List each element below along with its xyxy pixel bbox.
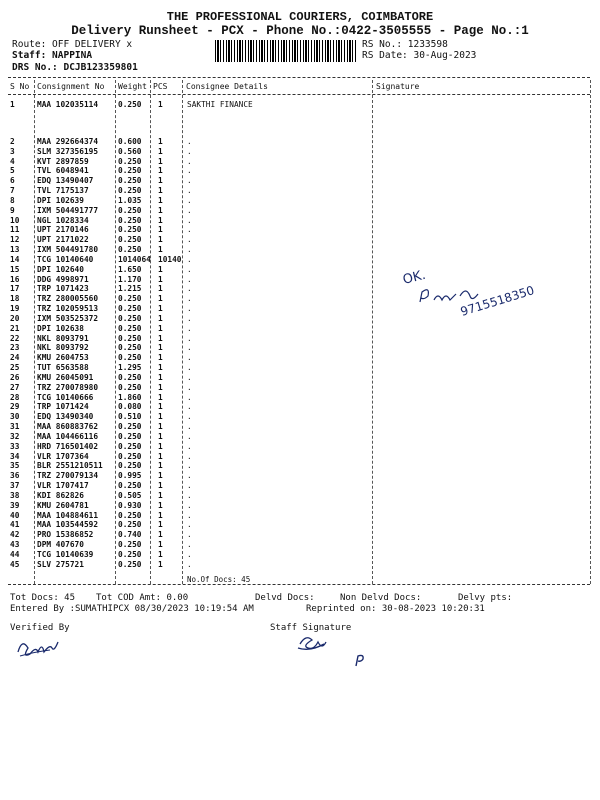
row-consignment-no: KVT 2897859 bbox=[37, 156, 89, 166]
row-consignee: . bbox=[187, 195, 192, 205]
row-pcs: 1 bbox=[158, 225, 163, 235]
row-sno: 4 bbox=[10, 156, 15, 166]
row-sno: 23 bbox=[10, 343, 20, 353]
route-label: Route: OFF DELIVERY x bbox=[12, 39, 133, 50]
row-weight: 1.860 bbox=[118, 392, 142, 402]
row-sno: 31 bbox=[10, 422, 20, 432]
row-weight: 0.250 bbox=[118, 333, 142, 343]
handwritten-mark bbox=[352, 652, 368, 668]
table-top-rule bbox=[8, 77, 590, 78]
row-consignment-no: TCG 10140639 bbox=[37, 549, 94, 559]
col-divider bbox=[115, 80, 116, 584]
row-weight: 1.215 bbox=[118, 284, 142, 294]
row-consignment-no: DPI 102639 bbox=[37, 195, 84, 205]
row-consignment-no: KMU 2604753 bbox=[37, 353, 89, 363]
row-consignment-no: KMU 26045091 bbox=[37, 372, 94, 382]
row-consignment-no: BLR 2551210511 bbox=[37, 461, 103, 471]
row-consignee: . bbox=[187, 471, 192, 481]
row-weight: 0.250 bbox=[118, 235, 142, 245]
row-sno: 38 bbox=[10, 490, 20, 500]
row-consignment-no: NKL 8093791 bbox=[37, 333, 89, 343]
row-pcs: 1 bbox=[158, 146, 163, 156]
row-weight: 0.250 bbox=[118, 186, 142, 196]
row-weight: 0.505 bbox=[118, 490, 142, 500]
row-sno: 12 bbox=[10, 235, 20, 245]
row-consignment-no: TRP 1071423 bbox=[37, 284, 89, 294]
row-sno: 43 bbox=[10, 540, 20, 550]
row-sno: 10 bbox=[10, 215, 20, 225]
company-title: THE PROFESSIONAL COURIERS, COIMBATORE bbox=[166, 10, 434, 24]
col-divider bbox=[150, 80, 151, 584]
row-pcs: 1 bbox=[158, 431, 163, 441]
row-sno: 26 bbox=[10, 372, 20, 382]
row-pcs: 10140 bbox=[158, 254, 182, 264]
row-consignment-no: UPT 2171022 bbox=[37, 235, 89, 245]
non-delvd-docs: Non Delvd Docs: bbox=[340, 593, 422, 603]
row-pcs: 1 bbox=[158, 500, 163, 510]
tot-docs: Tot Docs: 45 bbox=[10, 593, 76, 603]
row-consignment-no: DPM 407670 bbox=[37, 540, 84, 550]
row-pcs: 1 bbox=[158, 363, 163, 373]
row-consignee: . bbox=[187, 431, 192, 441]
row-pcs: 1 bbox=[158, 382, 163, 392]
row-consignee: . bbox=[187, 235, 192, 245]
row-sno: 30 bbox=[10, 412, 20, 422]
row-weight: 0.250 bbox=[118, 353, 142, 363]
row-pcs: 1 bbox=[158, 481, 163, 491]
row-consignment-no: TCG 10140666 bbox=[37, 392, 94, 402]
row-consignment-no: MAA 104466116 bbox=[37, 431, 99, 441]
row-pcs: 1 bbox=[158, 441, 163, 451]
col-header-pcs: PCS bbox=[153, 82, 168, 91]
row-sno: 32 bbox=[10, 431, 20, 441]
row-pcs: 1 bbox=[158, 205, 163, 215]
row-weight: 0.250 bbox=[118, 520, 142, 530]
row-sno: 5 bbox=[10, 166, 15, 176]
row-sno: 25 bbox=[10, 363, 20, 373]
row-consignee: . bbox=[187, 500, 192, 510]
row-consignee: . bbox=[187, 353, 192, 363]
row-consignee: . bbox=[187, 264, 192, 274]
verified-signature bbox=[14, 632, 64, 660]
row-consignee: . bbox=[187, 461, 192, 471]
row-weight: 0.250 bbox=[118, 461, 142, 471]
col-header-signature: Signature bbox=[376, 82, 420, 91]
row-consignee: . bbox=[187, 254, 192, 264]
tot-cod-amount: Tot COD Amt: 0.00 bbox=[96, 593, 189, 603]
row-consignment-no: TRZ 280005560 bbox=[37, 294, 99, 304]
verified-by-label: Verified By bbox=[10, 623, 70, 633]
row-weight: 1.035 bbox=[118, 195, 142, 205]
row-consignment-no: SLM 327356195 bbox=[37, 146, 99, 156]
row-consignee: . bbox=[187, 313, 192, 323]
row-consignment-no: KDI 862826 bbox=[37, 490, 84, 500]
row-consignment-no: DPI 102640 bbox=[37, 264, 84, 274]
staff-label: Staff: NAPPINA bbox=[12, 50, 93, 61]
row-sno: 22 bbox=[10, 333, 20, 343]
row-consignment-no: IXM 503525372 bbox=[37, 313, 99, 323]
delvd-docs: Delvd Docs: bbox=[255, 593, 315, 603]
row-sno: 33 bbox=[10, 441, 20, 451]
row-sno: 27 bbox=[10, 382, 20, 392]
row-weight: 0.560 bbox=[118, 146, 142, 156]
col-divider bbox=[182, 80, 183, 584]
row-weight: 0.250 bbox=[118, 323, 142, 333]
row-weight: 0.600 bbox=[118, 137, 142, 146]
row-sno: 18 bbox=[10, 294, 20, 304]
row-weight: 0.250 bbox=[118, 343, 142, 353]
row-consignment-no: TRZ 102059513 bbox=[37, 304, 99, 314]
row-weight: 0.250 bbox=[118, 205, 142, 215]
row-consignee: . bbox=[187, 412, 192, 422]
row-sno: 6 bbox=[10, 176, 15, 186]
row-consignee: . bbox=[187, 274, 192, 284]
row-weight: 0.250 bbox=[118, 245, 142, 255]
handwritten-note bbox=[390, 262, 580, 322]
row-sno: 1 bbox=[10, 100, 15, 109]
row-consignee: . bbox=[187, 245, 192, 255]
row-consignee: . bbox=[187, 304, 192, 314]
row-consignment-no: VLR 1707364 bbox=[37, 451, 89, 461]
handwritten-initials bbox=[420, 290, 478, 302]
row-weight: 0.930 bbox=[118, 500, 142, 510]
row-sno: 42 bbox=[10, 530, 20, 540]
row-weight: 0.250 bbox=[118, 510, 142, 520]
row-weight: 0.995 bbox=[118, 471, 142, 481]
row-consignee: . bbox=[187, 530, 192, 540]
row-pcs: 1 bbox=[158, 156, 163, 166]
row-pcs: 1 bbox=[158, 412, 163, 422]
row-pcs: 1 bbox=[158, 490, 163, 500]
row-consignee: . bbox=[187, 205, 192, 215]
row-consignee: . bbox=[187, 146, 192, 156]
row-weight: 0.250 bbox=[118, 176, 142, 186]
row-pcs: 1 bbox=[158, 333, 163, 343]
row-consignment-no: EDQ 13490340 bbox=[37, 412, 94, 422]
row-weight: 0.250 bbox=[118, 441, 142, 451]
row-consignment-no: IXM 504491777 bbox=[37, 205, 99, 215]
col-header-consignment: Consignment No bbox=[37, 82, 105, 91]
row-pcs: 1 bbox=[158, 215, 163, 225]
rs-date: RS Date: 30-Aug-2023 bbox=[362, 50, 477, 61]
row-weight: 1.170 bbox=[118, 274, 142, 284]
col-header-weight: Weight bbox=[118, 82, 147, 91]
row-consignment-no: MAA 104884611 bbox=[37, 510, 99, 520]
row-sno: 36 bbox=[10, 471, 20, 481]
row-sno: 16 bbox=[10, 274, 20, 284]
row-consignee: . bbox=[187, 156, 192, 166]
row-sno: 35 bbox=[10, 461, 20, 471]
row-weight: 1.650 bbox=[118, 264, 142, 274]
row-pcs: 1 bbox=[158, 304, 163, 314]
row-consignment-no: MAA 292664374 bbox=[37, 137, 99, 146]
row-sno: 3 bbox=[10, 146, 15, 156]
row-pcs: 1 bbox=[158, 422, 163, 432]
row-consignee: . bbox=[187, 392, 192, 402]
table-header-rule bbox=[8, 94, 590, 95]
row-pcs: 1 bbox=[158, 284, 163, 294]
row-consignee: . bbox=[187, 186, 192, 196]
row-sno: 34 bbox=[10, 451, 20, 461]
row-pcs: 1 bbox=[158, 402, 163, 412]
row-pcs: 1 bbox=[158, 176, 163, 186]
row-consignee: SAKTHI FINANCE bbox=[187, 100, 253, 109]
row-weight: 0.250 bbox=[118, 549, 142, 559]
row-consignee: . bbox=[187, 323, 192, 333]
row-consignee: . bbox=[187, 372, 192, 382]
row-pcs: 1 bbox=[158, 343, 163, 353]
handwritten-ok: OK. bbox=[401, 267, 428, 288]
row-pcs: 1 bbox=[158, 313, 163, 323]
row-consignment-no: KMU 2604781 bbox=[37, 500, 89, 510]
row-consignee: . bbox=[187, 176, 192, 186]
row-weight: 0.250 bbox=[118, 100, 142, 109]
row-consignment-no: IXM 504491780 bbox=[37, 245, 99, 255]
row-sno: 21 bbox=[10, 323, 20, 333]
row-pcs: 1 bbox=[158, 520, 163, 530]
row-sno: 8 bbox=[10, 195, 15, 205]
row-sno: 19 bbox=[10, 304, 20, 314]
row-pcs: 1 bbox=[158, 549, 163, 559]
row-consignment-no: HRD 716501402 bbox=[37, 441, 99, 451]
row-consignee: . bbox=[187, 294, 192, 304]
row-sno: 11 bbox=[10, 225, 20, 235]
row-pcs: 1 bbox=[158, 245, 163, 255]
row-weight: 0.250 bbox=[118, 481, 142, 491]
row-consignment-no: TVL 7175137 bbox=[37, 186, 89, 196]
row-consignee: . bbox=[187, 284, 192, 294]
col-divider bbox=[34, 80, 35, 584]
row-sno: 13 bbox=[10, 245, 20, 255]
row-weight: 0.250 bbox=[118, 166, 142, 176]
drs-number: DRS No.: DCJB123359801 bbox=[12, 62, 138, 73]
staff-signature-label: Staff Signature bbox=[270, 623, 352, 633]
row-sno: 37 bbox=[10, 481, 20, 491]
runsheet-subtitle: Delivery Runsheet - PCX - Phone No.:0422-3505555 - Page No.:1 bbox=[71, 24, 529, 38]
row-pcs: 1 bbox=[158, 471, 163, 481]
row-weight: 0.250 bbox=[118, 294, 142, 304]
row-consignment-no: UPT 2170146 bbox=[37, 225, 89, 235]
row-sno: 28 bbox=[10, 392, 20, 402]
row-sno: 17 bbox=[10, 284, 20, 294]
row-sno: 15 bbox=[10, 264, 20, 274]
row-pcs: 1 bbox=[158, 559, 163, 569]
row-weight: 0.080 bbox=[118, 402, 142, 412]
row-pcs: 1 bbox=[158, 294, 163, 304]
row-weight: 0.250 bbox=[118, 540, 142, 550]
row-pcs: 1 bbox=[158, 451, 163, 461]
row-weight: 0.250 bbox=[118, 215, 142, 225]
row-sno: 41 bbox=[10, 520, 20, 530]
no-of-docs: No.Of Docs: 45 bbox=[187, 575, 251, 584]
row-consignment-no: TRZ 270079134 bbox=[37, 471, 99, 481]
table-bottom-rule bbox=[8, 584, 590, 585]
row-consignee: . bbox=[187, 549, 192, 559]
row-pcs: 1 bbox=[158, 195, 163, 205]
row-sno: 45 bbox=[10, 559, 20, 569]
row-sno: 44 bbox=[10, 549, 20, 559]
row-sno: 29 bbox=[10, 402, 20, 412]
row-consignment-no: SLV 275721 bbox=[37, 559, 84, 569]
row-pcs: 1 bbox=[158, 235, 163, 245]
row-weight: 0.250 bbox=[118, 431, 142, 441]
row-consignee: . bbox=[187, 333, 192, 343]
row-pcs: 1 bbox=[158, 166, 163, 176]
row-sno: 9 bbox=[10, 205, 15, 215]
row-consignment-no: DDG 4998971 bbox=[37, 274, 89, 284]
row-consignment-no: PRO 15386852 bbox=[37, 530, 94, 540]
row-weight: 0.250 bbox=[118, 559, 142, 569]
row-consignee: . bbox=[187, 510, 192, 520]
row-consignee: . bbox=[187, 382, 192, 392]
staff-signature bbox=[294, 632, 330, 654]
row-sno: 40 bbox=[10, 510, 20, 520]
row-consignment-no: DPI 102638 bbox=[37, 323, 84, 333]
row-consignee: . bbox=[187, 540, 192, 550]
row-pcs: 1 bbox=[158, 274, 163, 284]
col-header-sno: S No bbox=[10, 82, 30, 91]
row-consignment-no: TUT 6563588 bbox=[37, 363, 89, 373]
row-consignee: . bbox=[187, 490, 192, 500]
row-weight: 0.250 bbox=[118, 225, 142, 235]
row-consignment-no: VLR 1707417 bbox=[37, 481, 89, 491]
row-consignee: . bbox=[187, 422, 192, 432]
barcode bbox=[215, 40, 357, 62]
row-sno: 2 bbox=[10, 137, 15, 146]
col-header-consignee: Consignee Details bbox=[186, 82, 268, 91]
row-pcs: 1 bbox=[158, 353, 163, 363]
row-consignment-no: EDQ 13490407 bbox=[37, 176, 94, 186]
row-sno: 24 bbox=[10, 353, 20, 363]
row-consignee: . bbox=[187, 137, 192, 146]
reprinted-on: Reprinted on: 30-08-2023 10:20:31 bbox=[306, 604, 485, 614]
row-consignee: . bbox=[187, 343, 192, 353]
row-weight: 0.250 bbox=[118, 304, 142, 314]
delvy-pts: Delvy pts: bbox=[458, 593, 513, 603]
row-consignment-no: TCG 10140640 bbox=[37, 254, 94, 264]
row-consignee: . bbox=[187, 559, 192, 569]
row-pcs: 1 bbox=[158, 530, 163, 540]
row-weight: 1.295 bbox=[118, 363, 142, 373]
row-consignment-no: TRP 1071424 bbox=[37, 402, 89, 412]
col-divider bbox=[590, 80, 591, 584]
row-pcs: 1 bbox=[158, 540, 163, 550]
row-weight: 0.250 bbox=[118, 372, 142, 382]
row-consignment-no: NGL 1028334 bbox=[37, 215, 89, 225]
handwritten-phone: 9715518350 bbox=[458, 283, 536, 319]
row-consignee: . bbox=[187, 363, 192, 373]
row-consignee: . bbox=[187, 520, 192, 530]
row-consignment-no: NKL 8093792 bbox=[37, 343, 89, 353]
row-consignment-no: MAA 103544592 bbox=[37, 520, 99, 530]
row-weight: 0.250 bbox=[118, 382, 142, 392]
row-consignee: . bbox=[187, 441, 192, 451]
row-consignment-no: TRZ 270078980 bbox=[37, 382, 99, 392]
row-weight: 0.740 bbox=[118, 530, 142, 540]
row-weight: 0.250 bbox=[118, 156, 142, 166]
row-consignment-no: TVL 6048941 bbox=[37, 166, 89, 176]
row-consignee: . bbox=[187, 451, 192, 461]
row-sno: 20 bbox=[10, 313, 20, 323]
row-pcs: 1 bbox=[158, 186, 163, 196]
row-consignee: . bbox=[187, 481, 192, 491]
row-sno: 39 bbox=[10, 500, 20, 510]
row-pcs: 1 bbox=[158, 510, 163, 520]
row-weight: 0.250 bbox=[118, 451, 142, 461]
row-consignment-no: MAA 860883762 bbox=[37, 422, 99, 432]
entered-by: Entered By :SUMATHIPCX 08/30/2023 10:19:54 AM bbox=[10, 604, 254, 614]
row-consignee: . bbox=[187, 166, 192, 176]
row-pcs: 1 bbox=[158, 461, 163, 471]
row-weight: 0.250 bbox=[118, 422, 142, 432]
row-consignee: . bbox=[187, 225, 192, 235]
row-pcs: 1 bbox=[158, 392, 163, 402]
row-sno: 14 bbox=[10, 254, 20, 264]
row-consignment-no: MAA 102035114 bbox=[37, 100, 99, 109]
row-sno: 7 bbox=[10, 186, 15, 196]
row-weight: 0.250 bbox=[118, 313, 142, 323]
row-pcs: 1 bbox=[158, 323, 163, 333]
row-consignee: . bbox=[187, 402, 192, 412]
col-divider bbox=[372, 80, 373, 584]
row-weight: 1014064 bbox=[118, 254, 151, 264]
row-pcs: 1 bbox=[158, 264, 163, 274]
row-pcs: 1 bbox=[158, 100, 163, 109]
row-pcs: 1 bbox=[158, 137, 163, 146]
rs-number: RS No.: 1233598 bbox=[362, 39, 448, 50]
row-weight: 0.510 bbox=[118, 412, 142, 422]
row-consignee: . bbox=[187, 215, 192, 225]
row-pcs: 1 bbox=[158, 372, 163, 382]
